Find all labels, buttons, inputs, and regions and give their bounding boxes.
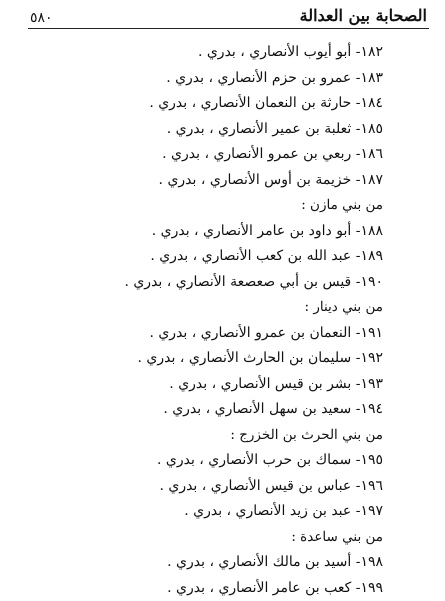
list-item: ١٨٣- عمرو بن حزم الأنصاري ، بدري . (0, 66, 445, 92)
running-header-title: الصحابة بين العدالة (300, 6, 427, 25)
page-header (0, 4, 445, 36)
header-rule (28, 28, 429, 29)
section-heading: من بني ساعدة : (0, 525, 445, 551)
list-item: ١٩٤- سعيد بن سهل الأنصاري ، بدري . (0, 397, 445, 423)
section-heading: من بني مازن : (0, 193, 445, 219)
list-item: ١٩٥- سماك بن حرب الأنصاري ، بدري . (0, 448, 445, 474)
list-item: ١٩١- النعمان بن عمرو الأنصاري ، بدري . (0, 321, 445, 347)
section-heading: من بني الحرث بن الخزرج : (0, 423, 445, 449)
list-item: ١٩٩- كعب بن عامر الأنصاري ، بدري . (0, 576, 445, 601)
list-item: ١٨٩- عبد الله بن كعب الأنصاري ، بدري . (0, 244, 445, 270)
list-item: ١٩٣- بشر بن قيس الأنصاري ، بدري . (0, 372, 445, 398)
list-item: ١٨٨- أبو داود بن عامر الأنصاري ، بدري . (0, 219, 445, 245)
list-item: ١٨٥- ثعلبة بن عمير الأنصاري ، بدري . (0, 117, 445, 143)
page-body (0, 40, 445, 601)
list-item: ١٨٤- حارثة بن النعمان الأنصاري ، بدري . (0, 91, 445, 117)
page-number: ٥٨٠ (30, 10, 53, 26)
list-item: ١٩٦- عباس بن قيس الأنصاري ، بدري . (0, 474, 445, 500)
list-item: ١٨٧- خزيمة بن أوس الأنصاري ، بدري . (0, 168, 445, 194)
list-item: ١٨٦- ربعي بن عمرو الأنصاري ، بدري . (0, 142, 445, 168)
list-item: ١٩٠- قيس بن أبي صعصعة الأنصاري ، بدري . (0, 270, 445, 296)
section-heading: من بني دينار : (0, 295, 445, 321)
list-item: ١٩٧- عبد بن زيد الأنصاري ، بدري . (0, 499, 445, 525)
list-item: ١٨٢- أبو أيوب الأنصاري ، بدري . (0, 40, 445, 66)
list-item: ١٩٢- سليمان بن الحارث الأنصاري ، بدري . (0, 346, 445, 372)
list-item: ١٩٨- أسيد بن مالك الأنصاري ، بدري . (0, 550, 445, 576)
